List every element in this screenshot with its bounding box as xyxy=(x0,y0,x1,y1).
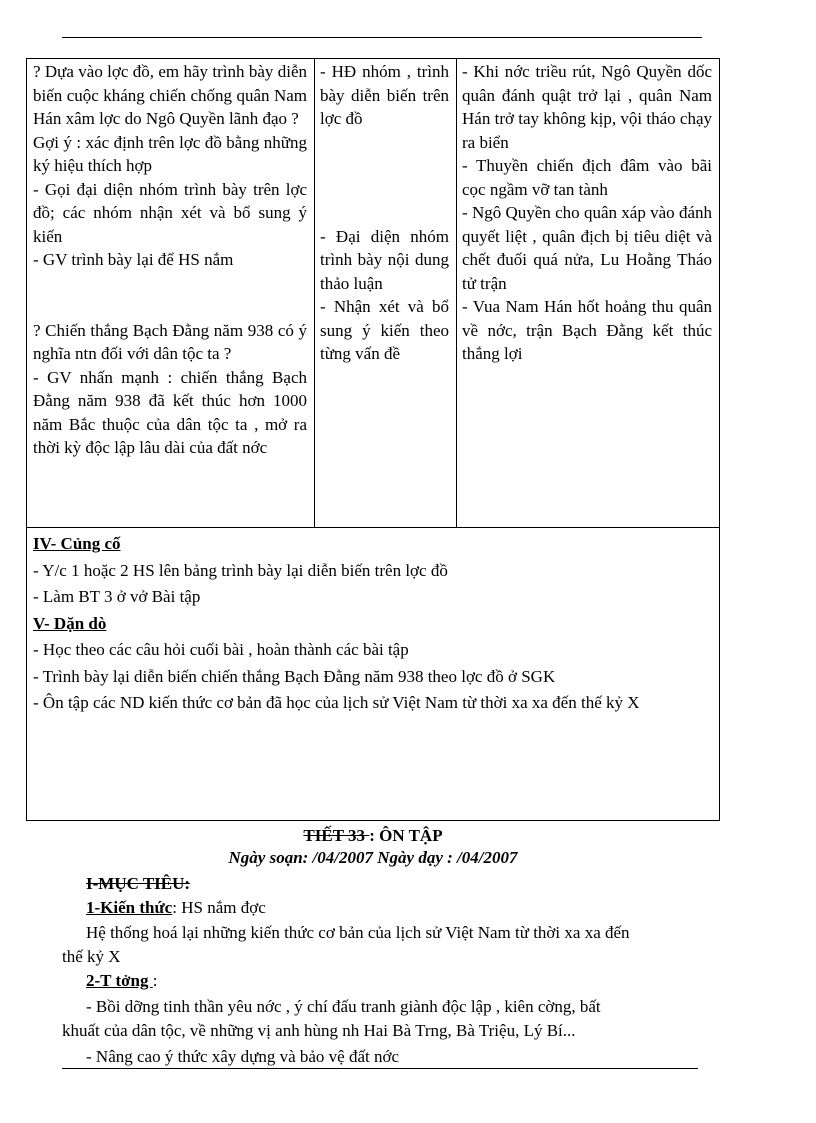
cung-co-item-1: - Y/c 1 hoặc 2 HS lên bảng trình bày lại diễn biến trên lợc đồ xyxy=(33,560,448,580)
cung-co-item-2: - Làm BT 3 ở vở Bài tập xyxy=(33,587,201,606)
heading-cung-co: IV- Củng cố xyxy=(33,534,121,553)
dan-do-item-1: - Học theo các câu hỏi cuối bài , hoàn thành các bài tập xyxy=(33,640,409,659)
col2-feedback: - Nhận xét và bổ sung ý kiến theo từng vấn đề xyxy=(320,297,449,363)
table-divider-1 xyxy=(314,58,315,528)
col3-item-1: - Khi nớc triều rút, Ngô Quyền dốc quân đánh quật trở lại , quân Nam Hán trở tay không kịp, vội tháo chạy ra biển xyxy=(462,62,712,152)
col1-question-2: ? Chiến thắng Bạch Đằng năm 938 có ý nghĩa ntn đối với dân tộc ta ? xyxy=(33,320,307,363)
lesson-dates: Ngày soạn: /04/2007 Ngày dạy : /04/2007 xyxy=(228,848,518,867)
col3-item-4: - Vua Nam Hán hốt hoảng thu quân về nớc, trận Bạch Đằng kết thúc thắng lợi xyxy=(462,297,712,363)
para-2-line-1: - Bồi dỡng tinh thần yêu nớc , ý chí đấu tranh giành độc lập , kiên cờng, bất xyxy=(86,997,601,1016)
para-1-line-1: Hệ thống hoá lại những kiến thức cơ bản của lịch sử Việt Nam từ thời xa xa đến xyxy=(86,923,630,942)
sub-kien-thuc xyxy=(86,896,266,920)
dan-do-item-3: - Ôn tập các ND kiến thức cơ bản đã học của lịch sử Việt Nam từ thời xa xa đến thế kỷ X xyxy=(33,693,640,712)
para-2-line-2: khuất của dân tộc, về những vị anh hùng nh Hai Bà Trng, Bà Triệu, Lý Bí... xyxy=(62,1021,576,1040)
lesson-title-rest: : ÔN TẬP xyxy=(369,826,443,845)
heading-dan-do: V- Dặn dò xyxy=(33,613,107,633)
col2-group-work: - HĐ nhóm , trình bày diễn biến trên lợc đồ xyxy=(320,62,449,128)
table-col-teacher xyxy=(33,60,307,460)
col1-hint: Gợi ý : xác định trên lợc đồ bằng những ký hiệu thích hợp xyxy=(33,132,307,175)
dan-do-item-2: - Trình bày lại diễn biến chiến thắng Bạch Đằng năm 938 theo lợc đồ ở SGK xyxy=(33,666,556,686)
col1-question-1: ? Dựa vào lợc đồ, em hãy trình bày diễn biến cuộc kháng chiến chống quân Nam Hán xâm lợc do Ngô Quyền lãnh đạo ? xyxy=(33,62,307,128)
col2-present: - Đại diện nhóm trình bày nội dung thảo luận xyxy=(320,226,449,293)
col1-group-task: - Gọi đại diện nhóm trình bày trên lợc đồ; các nhóm nhận xét và bổ sung ý kiến xyxy=(33,179,307,246)
lesson-title xyxy=(0,824,746,848)
sub-kien-thuc-label: 1-Kiến thức xyxy=(86,898,173,917)
bottom-rule xyxy=(62,1068,698,1069)
table-summary-section xyxy=(33,531,717,717)
table-divider-2 xyxy=(456,58,457,528)
para-3: - Nâng cao ý thức xây dựng và bảo vệ đất nớc xyxy=(86,1047,400,1066)
sub-tu-tuong-rest: : xyxy=(152,971,158,990)
col3-item-3: - Ngô Quyền cho quân xáp vào đánh quyết liệt , quân địch bị tiêu diệt và chết đuối quá nửa, Lu Hoằng Tháo tử trận xyxy=(462,203,712,293)
col1-teacher-review: - GV trình bày lại để HS nắm xyxy=(33,250,234,269)
col3-item-2: - Thuyền chiến địch đâm vào bãi cọc ngầm vỡ tan tành xyxy=(462,156,712,199)
table-col-student xyxy=(320,60,449,366)
table-col-content xyxy=(462,60,712,366)
top-rule xyxy=(62,37,702,38)
sub-tu-tuong xyxy=(86,969,157,993)
sub-kien-thuc-rest: : HS nắm đợc xyxy=(172,898,266,917)
col1-emphasis: - GV nhấn mạnh : chiến thắng Bạch Đằng năm 938 đã kết thúc hơn 1000 năm Bắc thuộc của dân tộc ta , mở ra thời kỳ độc lập lâu dài của đất nớc xyxy=(33,367,307,457)
sub-tu-tuong-label: 2-T tởng xyxy=(86,971,153,990)
lesson-title-strike: TIẾT 33 xyxy=(303,826,370,845)
para-1-line-2: thế kỷ X xyxy=(62,947,121,966)
section-muc-tieu: I-MỤC TIÊU: xyxy=(86,874,191,893)
